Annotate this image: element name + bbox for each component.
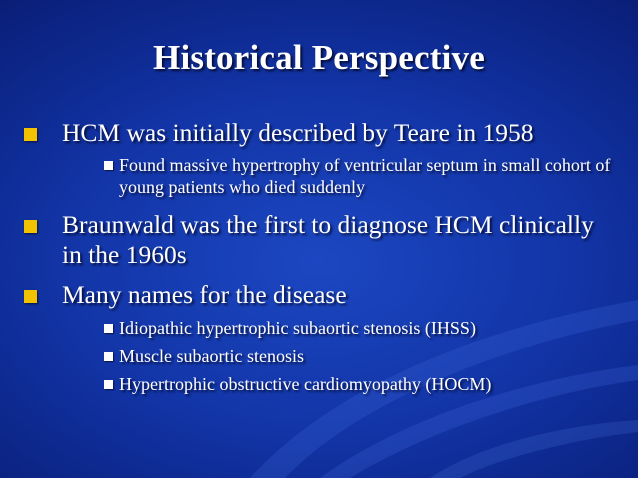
bullet-text: HCM was initially described by Teare in 1958: [62, 118, 534, 147]
yellow-square-bullet-icon: [24, 220, 37, 233]
sub-bullet-item: [104, 154, 614, 198]
white-square-bullet-icon: [104, 352, 113, 361]
yellow-square-bullet-icon: [24, 290, 37, 303]
sub-bullet-text: Found massive hypertrophy of ventricular septum in small cohort of young patients who died suddenly: [119, 155, 611, 197]
bullet-text: Braunwald was the first to diagnose HCM clinically in the 1960s: [62, 210, 594, 269]
white-square-bullet-icon: [104, 380, 113, 389]
white-square-bullet-icon: [104, 324, 113, 333]
sub-bullet-text: Muscle subaortic stenosis: [119, 346, 304, 366]
sub-bullet-item: [104, 345, 614, 367]
bullet-text: Many names for the disease: [62, 280, 347, 309]
sub-bullet-item: [104, 317, 614, 339]
bullet-item: [24, 118, 614, 148]
sub-bullet-text: Hypertrophic obstructive cardiomyopathy (HOCM): [119, 374, 492, 394]
bullet-item: [24, 210, 614, 270]
bullet-item: [24, 280, 614, 310]
white-square-bullet-icon: [104, 161, 113, 170]
sub-bullet-text: Idiopathic hypertrophic subaortic stenosis (IHSS): [119, 318, 476, 338]
slide-title: Historical Perspective: [153, 38, 485, 77]
sub-bullet-item: [104, 373, 614, 395]
yellow-square-bullet-icon: [24, 128, 37, 141]
